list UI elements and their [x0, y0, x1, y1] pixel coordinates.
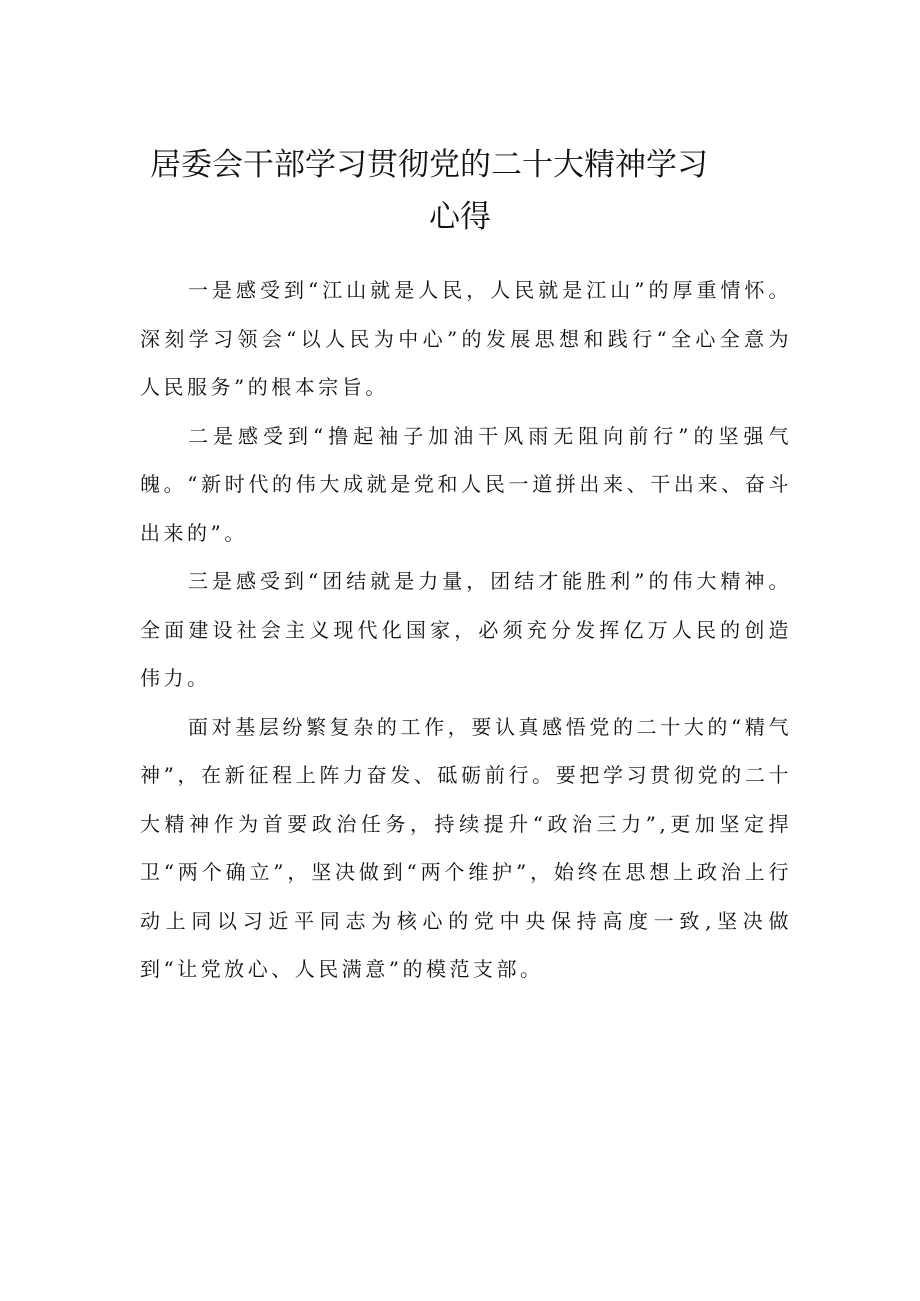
document-title-line-1: 居委会干部学习贯彻党的二十大精神学习: [150, 147, 708, 183]
paragraph-2: 二是感受到“撸起袖子加油干风雨无阻向前行”的坚强气魄。“新时代的伟大成就是党和人民一道拼出来、干出来、奋斗出来的”。: [140, 423, 792, 545]
paragraph-4: 面对基层纷繁复杂的工作，要认真感悟党的二十大的“精气神”，在新征程上阵力奋发、砥砺前行。要把学习贯彻党的二十大精神作为首要政治任务，持续提升“政治三力”,更加坚定捍卫“两个确立”，坚决做到“两个维护”，始终在思想上政治上行动上同以习近平同志为核心的党中央保持高度一致,坚决做到“让党放心、人民满意”的模范支部。: [140, 714, 792, 981]
paragraph-1: 一是感受到“江山就是人民，人民就是江山”的厚重情怀。深刻学习领会“以人民为中心”的发展思想和践行“全心全意为人民服务”的根本宗旨。: [140, 278, 792, 399]
document-title-line-2: 心得: [429, 199, 491, 235]
paragraph-3: 三是感受到“团结就是力量，团结才能胜利”的伟大精神。全面建设社会主义现代化国家，必须充分发挥亿万人民的创造伟力。: [140, 569, 792, 690]
document-body: [140, 266, 792, 994]
